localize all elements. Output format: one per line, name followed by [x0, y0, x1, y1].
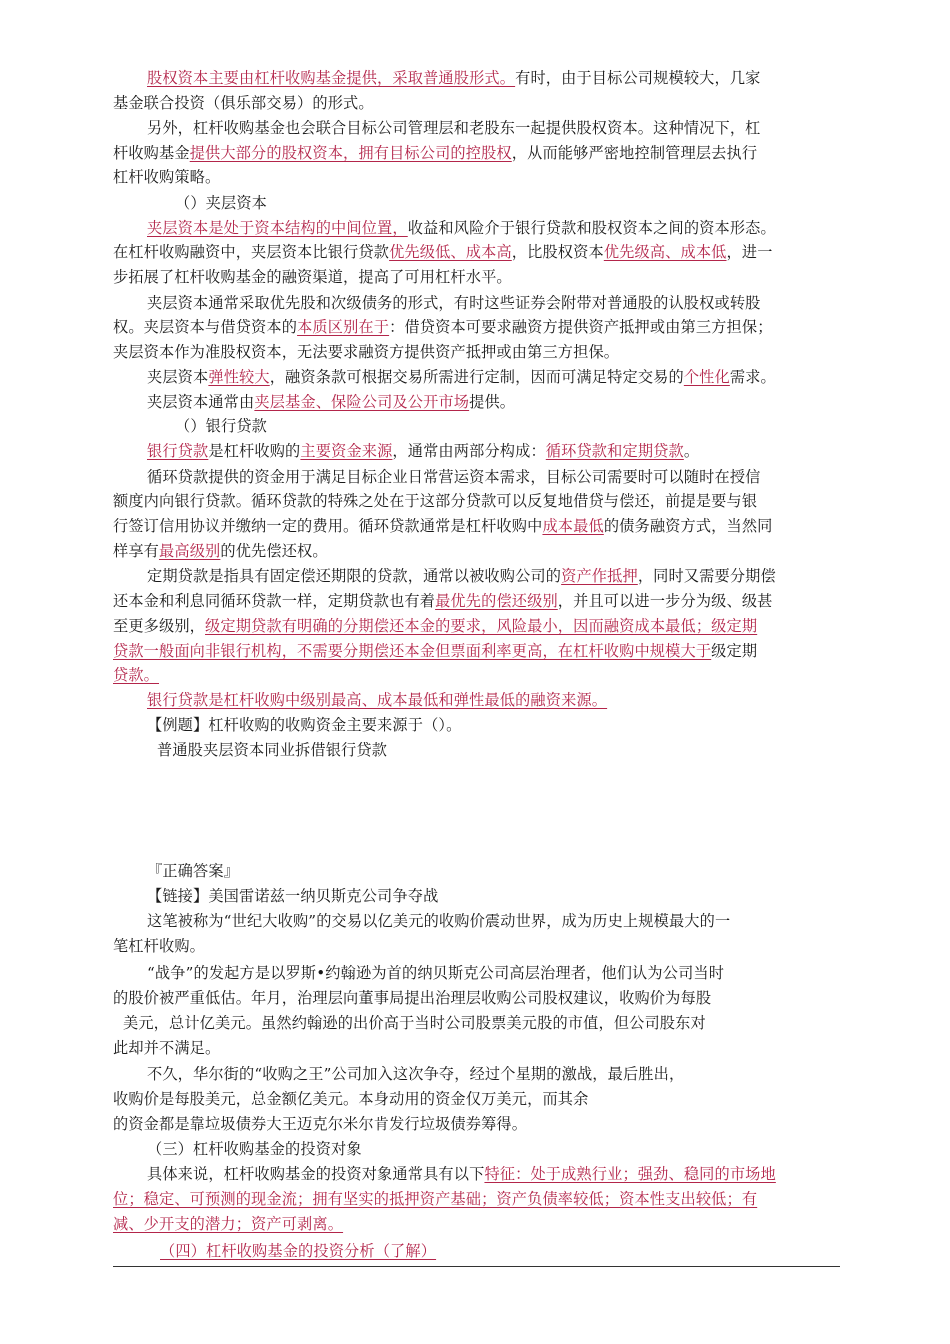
paragraph-line — [113, 341, 840, 363]
text-segment: 至更多级别， — [113, 617, 206, 635]
paragraph-line — [113, 615, 840, 637]
text-segment: 在杠杆收购融资中，夹层资本比银行贷款 — [113, 243, 390, 261]
paragraph-line — [123, 1012, 850, 1034]
paragraph-line — [113, 590, 840, 612]
text-segment: ，同时又需要分期偿 — [637, 567, 776, 585]
text-segment: 是杠杆收购的 — [208, 442, 301, 460]
text-segment: 提供。 — [469, 393, 516, 411]
paragraph-line — [113, 142, 840, 164]
text-segment: 笔杠杆收购。 — [113, 937, 206, 955]
highlighted-text: 银行贷款是杠杆收购中级别最高、成本最低和弹性最低的融资来源。 — [147, 691, 608, 709]
section-heading — [175, 192, 902, 214]
text-segment: 。 — [683, 442, 700, 460]
text-segment: （）夹层资本 — [175, 194, 268, 212]
paragraph-line — [147, 217, 874, 239]
text-segment: 有时，由于目标公司规模较大，几家 — [515, 69, 761, 87]
paragraph-line — [147, 565, 874, 587]
highlighted-text: 夹层基金、保险公司及公开市场 — [254, 393, 470, 411]
text-segment: 步拓展了杠杆收购基金的融资渠道，提高了可用杠杆水平。 — [113, 268, 512, 286]
paragraph-line — [147, 117, 874, 139]
highlighted-text: 股权资本主要由杠杆收购基金提供，采取普通股形式。 — [147, 69, 516, 87]
paragraph-line — [113, 166, 840, 188]
text-segment: 【例题】杠杆收购的收购资金主要来源于（）。 — [147, 716, 462, 734]
text-segment: ，进一 — [726, 243, 773, 261]
highlighted-text: 最优先的偿还级别 — [435, 592, 558, 610]
paragraph-line — [113, 1113, 840, 1135]
section-heading — [147, 1138, 874, 1160]
text-segment: 循环贷款提供的资金用于满足目标企业日常营运资本需求，目标公司需要时可以随时在授信 — [147, 468, 761, 486]
highlighted-text: 银行贷款 — [147, 442, 209, 460]
text-segment: 此却并不满足。 — [113, 1039, 221, 1057]
highlighted-text: 贷款一般面向非银行机构，不需要分期偿还本金但票面利率更高，在杠杆收购中规模大于 — [113, 642, 712, 660]
text-segment: 样享有 — [113, 542, 160, 560]
text-segment: 权。夹层资本与借贷资本的 — [113, 318, 298, 336]
paragraph-line — [147, 1063, 874, 1085]
highlighted-text: 弹性较大 — [208, 368, 270, 386]
paragraph-line — [113, 92, 840, 114]
text-segment: “战争”的发起方是以罗斯•约翰逊为首的纳贝斯克公司高层治理者，他们认为公司当时 — [147, 964, 725, 982]
text-segment: 『正确答案』 — [147, 862, 240, 880]
section-heading — [175, 415, 902, 437]
text-segment: 夹层资本 — [147, 368, 209, 386]
text-segment: （）银行贷款 — [175, 417, 268, 435]
paragraph-line — [113, 935, 840, 957]
text-segment: （三）杠杆收购基金的投资对象 — [147, 1140, 362, 1158]
paragraph-line — [147, 292, 874, 314]
page-divider — [113, 1266, 840, 1267]
text-segment: 杆收购基金 — [113, 144, 190, 162]
highlighted-text: 优先级低、成本高 — [389, 243, 512, 261]
text-segment: ，从而能够严密地控制管理层去执行 — [511, 144, 758, 162]
text-segment: 行签订信用协议并缴纳一定的费用。循环贷款通常是杠杆收购中 — [113, 517, 543, 535]
text-segment: ：借贷资本可要求融资方提供资产抵押或由第三方担保； — [389, 318, 773, 336]
link-heading — [147, 885, 874, 907]
section-heading — [160, 1240, 887, 1262]
paragraph-line — [113, 1088, 840, 1110]
text-segment: ，融资条款可根据交易所需进行定制，因而可满足特定交易的 — [269, 368, 684, 386]
text-segment: 夹层资本作为准股权资本，无法要求融资方提供资产抵押或由第三方担保。 — [113, 343, 620, 361]
highlighted-text: 本质区别在于 — [297, 318, 390, 336]
paragraph-line — [113, 987, 840, 1009]
text-segment: 不久，华尔街的“收购之王”公司加入这次争夺，经过个星期的激战，最后胜出， — [147, 1065, 685, 1083]
highlighted-text: 循环贷款和定期贷款 — [545, 442, 684, 460]
example-options — [157, 739, 884, 761]
text-segment: 定期贷款是指具有固定偿还期限的贷款，通常以被收购公司的 — [147, 567, 562, 585]
text-segment: 另外，杠杆收购基金也会联合目标公司管理层和老股东一起提供股权资本。这种情况下，杠 — [147, 119, 761, 137]
paragraph-line — [147, 466, 874, 488]
text-segment: 还本金和利息同循环贷款一样，定期贷款也有着 — [113, 592, 436, 610]
text-segment: 的资金都是靠垃圾债券大王迈克尔米尔肯发行垃圾债券筹得。 — [113, 1115, 528, 1133]
text-segment: 杠杆收购策略。 — [113, 168, 221, 186]
highlighted-text: 最高级别 — [159, 542, 221, 560]
paragraph-line — [147, 391, 874, 413]
paragraph-line — [147, 366, 874, 388]
paragraph-line — [113, 1188, 840, 1210]
text-segment: 的优先偿还权。 — [220, 542, 328, 560]
highlighted-text: 成本最低 — [542, 517, 604, 535]
text-segment: 收购价是每股美元，总金额亿美元。本身动用的资金仅万美元，而其余 — [113, 1090, 589, 1108]
paragraph-line — [113, 664, 840, 686]
text-segment: ，比股权资本 — [511, 243, 604, 261]
paragraph-line — [147, 689, 874, 711]
text-segment: 的股价被严重低估。年月，治理层向董事局提出治理层收购公司股权建议，收购价为每股 — [113, 989, 712, 1007]
paragraph-line — [147, 440, 874, 462]
highlighted-text: 特征：处于成熟行业；强劲、稳同的市场地 — [484, 1165, 776, 1183]
text-segment: 这笔被称为“世纪大收购”的交易以亿美元的收购价震动世界，成为历史上规模最大的一 — [147, 912, 731, 930]
text-segment: 收益和风险介于银行贷款和股权资本之间的资本形态。 — [407, 219, 776, 237]
example-question — [147, 714, 874, 736]
text-segment: 夹层资本通常采取优先股和次级债务的形式，有时这些证券会附带对普通股的认股权或转股 — [147, 294, 761, 312]
paragraph-line — [113, 266, 840, 288]
highlighted-text: 减、少开支的潜力；资产可剥离。 — [113, 1215, 344, 1233]
text-segment: 普通股夹层资本同业拆借银行贷款 — [157, 741, 388, 759]
highlighted-text: 级定期贷款有明确的分期偿还本金的要求，风险最小，因而融资成本最低；级定期 — [205, 617, 758, 635]
paragraph-line — [113, 316, 840, 338]
paragraph-line — [113, 1213, 840, 1235]
paragraph-line — [113, 515, 840, 537]
text-segment: 具体来说，杠杆收购基金的投资对象通常具有以下 — [147, 1165, 485, 1183]
paragraph-line — [147, 67, 874, 89]
text-segment: 级定期 — [711, 642, 758, 660]
paragraph-line — [113, 1037, 840, 1059]
highlighted-text: 提供大部分的股权资本，拥有目标公司的控股权 — [189, 144, 512, 162]
highlighted-text: 优先级高、成本低 — [603, 243, 727, 261]
highlighted-text: （四）杠杆收购基金的投资分析（了解） — [160, 1242, 437, 1260]
paragraph-line — [113, 241, 840, 263]
text-segment: 基金联合投资（俱乐部交易）的形式。 — [113, 94, 374, 112]
text-segment: 【链接】美国雷诺兹一纳贝斯克公司争夺战 — [147, 887, 439, 905]
text-segment: 额度内向银行贷款。循环贷款的特殊之处在于这部分贷款可以反复地借贷与偿还，前提是要与银 — [113, 492, 758, 510]
highlighted-text: 个性化 — [683, 368, 730, 386]
text-segment: ，通常由两部分构成： — [392, 442, 546, 460]
paragraph-line — [147, 1163, 874, 1185]
paragraph-line — [113, 640, 840, 662]
highlighted-text: 夹层资本是处于资本结构的中间位置， — [147, 219, 408, 237]
answer-label — [147, 860, 874, 882]
highlighted-text: 主要资金来源 — [300, 442, 393, 460]
highlighted-text: 贷款。 — [113, 666, 160, 684]
paragraph-line — [113, 490, 840, 512]
highlighted-text: 资产作抵押 — [561, 567, 638, 585]
paragraph-line — [147, 962, 874, 984]
text-segment: 美元，总计亿美元。虽然约翰逊的出价高于当时公司股票美元股的市值，但公司股东对 — [123, 1014, 706, 1032]
paragraph-line — [113, 540, 840, 562]
highlighted-text: 位；稳定、可预测的现金流；拥有坚实的抵押资产基础；资产负债率较低；资本性支出较低；有 — [113, 1190, 758, 1208]
text-segment: 的债务融资方式，当然同 — [603, 517, 773, 535]
text-segment: 夹层资本通常由 — [147, 393, 255, 411]
text-segment: 需求。 — [729, 368, 776, 386]
paragraph-line — [147, 910, 874, 932]
text-segment: ，并且可以进一步分为级、级甚 — [557, 592, 773, 610]
